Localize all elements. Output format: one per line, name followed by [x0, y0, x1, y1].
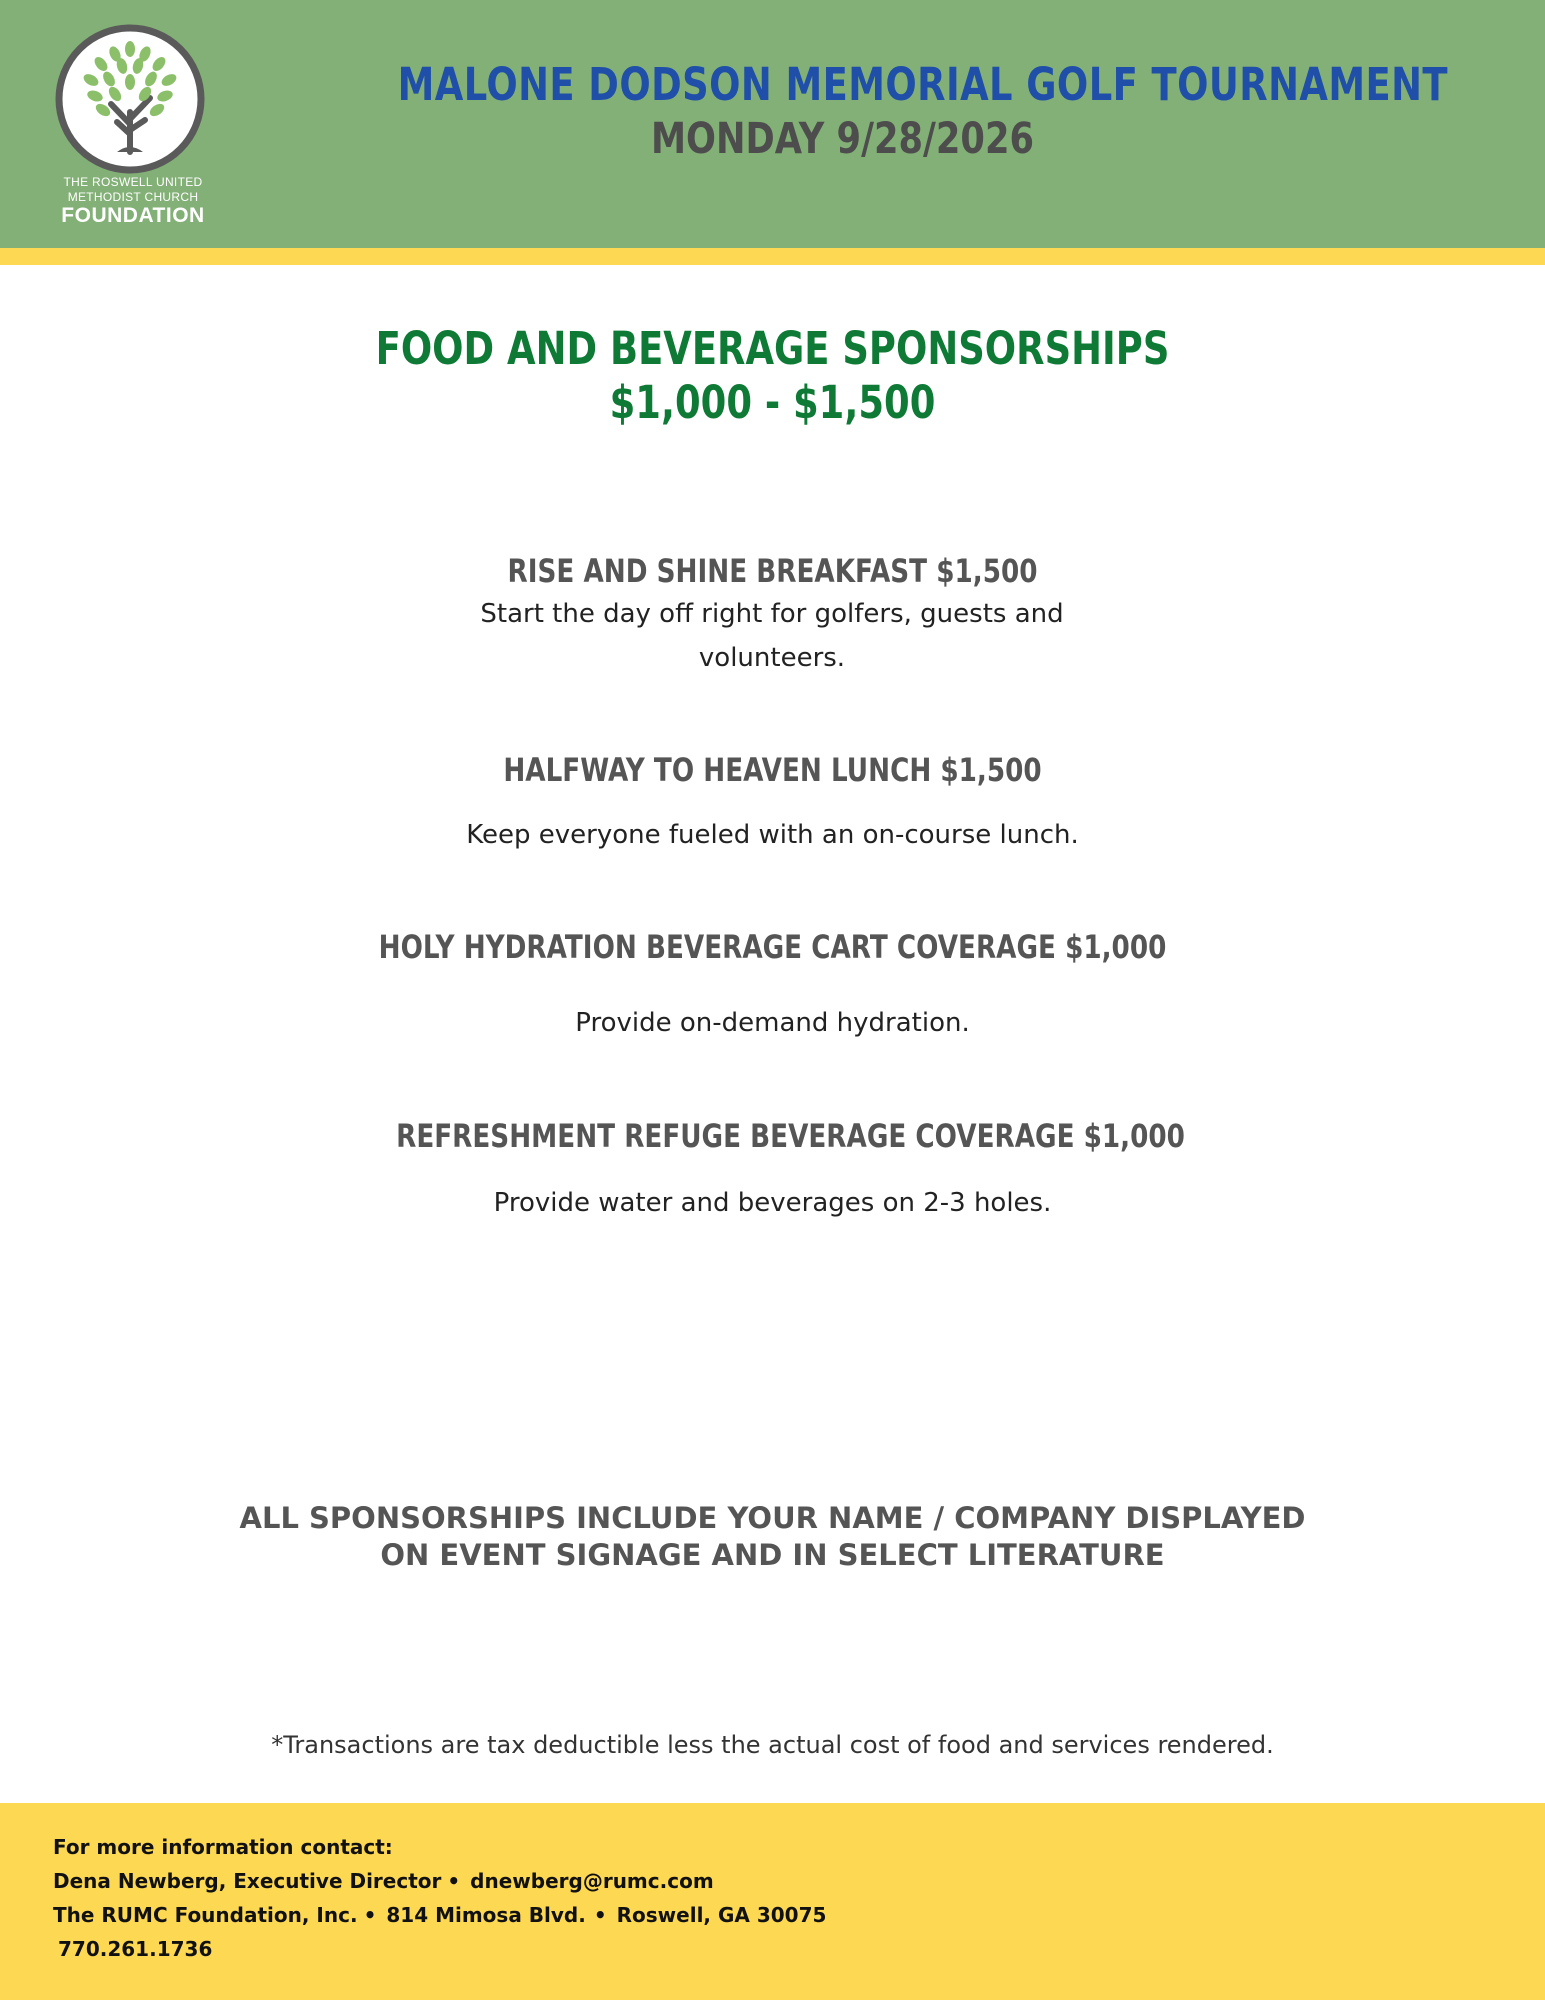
sponsorship-item-name: HOLY HYDRATION BEVERAGE CART COVERAGE $1,000 — [378, 928, 1167, 966]
logo-text-foundation: FOUNDATION — [61, 204, 205, 227]
tax-deductible-note: *Transactions are tax deductible less the actual cost of food and services rendered. — [271, 1731, 1274, 1759]
sponsorship-item-description: Provide on-demand hydration. — [575, 1008, 970, 1038]
event-title: MALONE DODSON MEMORIAL GOLF TOURNAMENT — [397, 58, 1448, 111]
separator-dot: • — [593, 1903, 607, 1927]
tree-icon — [55, 24, 205, 174]
sponsorship-item-name: HALFWAY TO HEAVEN LUNCH $1,500 — [503, 751, 1042, 789]
sponsorship-item-description: Provide water and beverages on 2-3 holes. — [493, 1188, 1052, 1218]
section-title: FOOD AND BEVERAGE SPONSORSHIPS — [375, 322, 1170, 375]
street-address: 814 Mimosa Blvd. — [386, 1903, 586, 1927]
separator-dot: • — [447, 1869, 461, 1893]
sponsorship-item-name: REFRESHMENT REFUGE BEVERAGE COVERAGE $1,000 — [396, 1117, 1185, 1155]
footer-address-line — [53, 1903, 826, 1927]
foundation-logo — [48, 20, 218, 230]
org-name: The RUMC Foundation, Inc. — [53, 1903, 358, 1927]
header-stripe — [0, 248, 1545, 265]
footer-contact — [0, 1803, 1545, 2000]
sponsorship-inclusion-note — [150, 1500, 1395, 1574]
contact-phone[interactable]: 770.261.1736 — [58, 1937, 213, 1961]
sponsorship-item-description: Start the day off right for golfers, guests and volunteers. — [480, 599, 1064, 673]
inclusion-line1: ALL SPONSORSHIPS INCLUDE YOUR NAME / COMPANY DISPLAYED — [239, 1501, 1306, 1535]
sponsorship-item-description: Keep everyone fueled with an on-course lunch. — [466, 820, 1079, 850]
footer-contact-line — [53, 1869, 714, 1893]
contact-name: Dena Newberg, Executive Director — [53, 1869, 442, 1893]
footer-heading: For more information contact: — [53, 1835, 393, 1859]
separator-dot: • — [363, 1903, 377, 1927]
section-price-range: $1,000 - $1,500 — [609, 376, 936, 429]
inclusion-line2: ON EVENT SIGNAGE AND IN SELECT LITERATURE — [380, 1538, 1165, 1572]
logo-text-line1: THE ROSWELL UNITED — [63, 175, 203, 189]
contact-email[interactable]: dnewberg@rumc.com — [470, 1869, 714, 1893]
logo-text-line2: METHODIST CHURCH — [67, 190, 199, 204]
event-date: MONDAY 9/28/2026 — [650, 114, 1035, 164]
city-state-zip: Roswell, GA 30075 — [616, 1903, 827, 1927]
sponsorship-item-name: RISE AND SHINE BREAKFAST $1,500 — [507, 552, 1038, 590]
